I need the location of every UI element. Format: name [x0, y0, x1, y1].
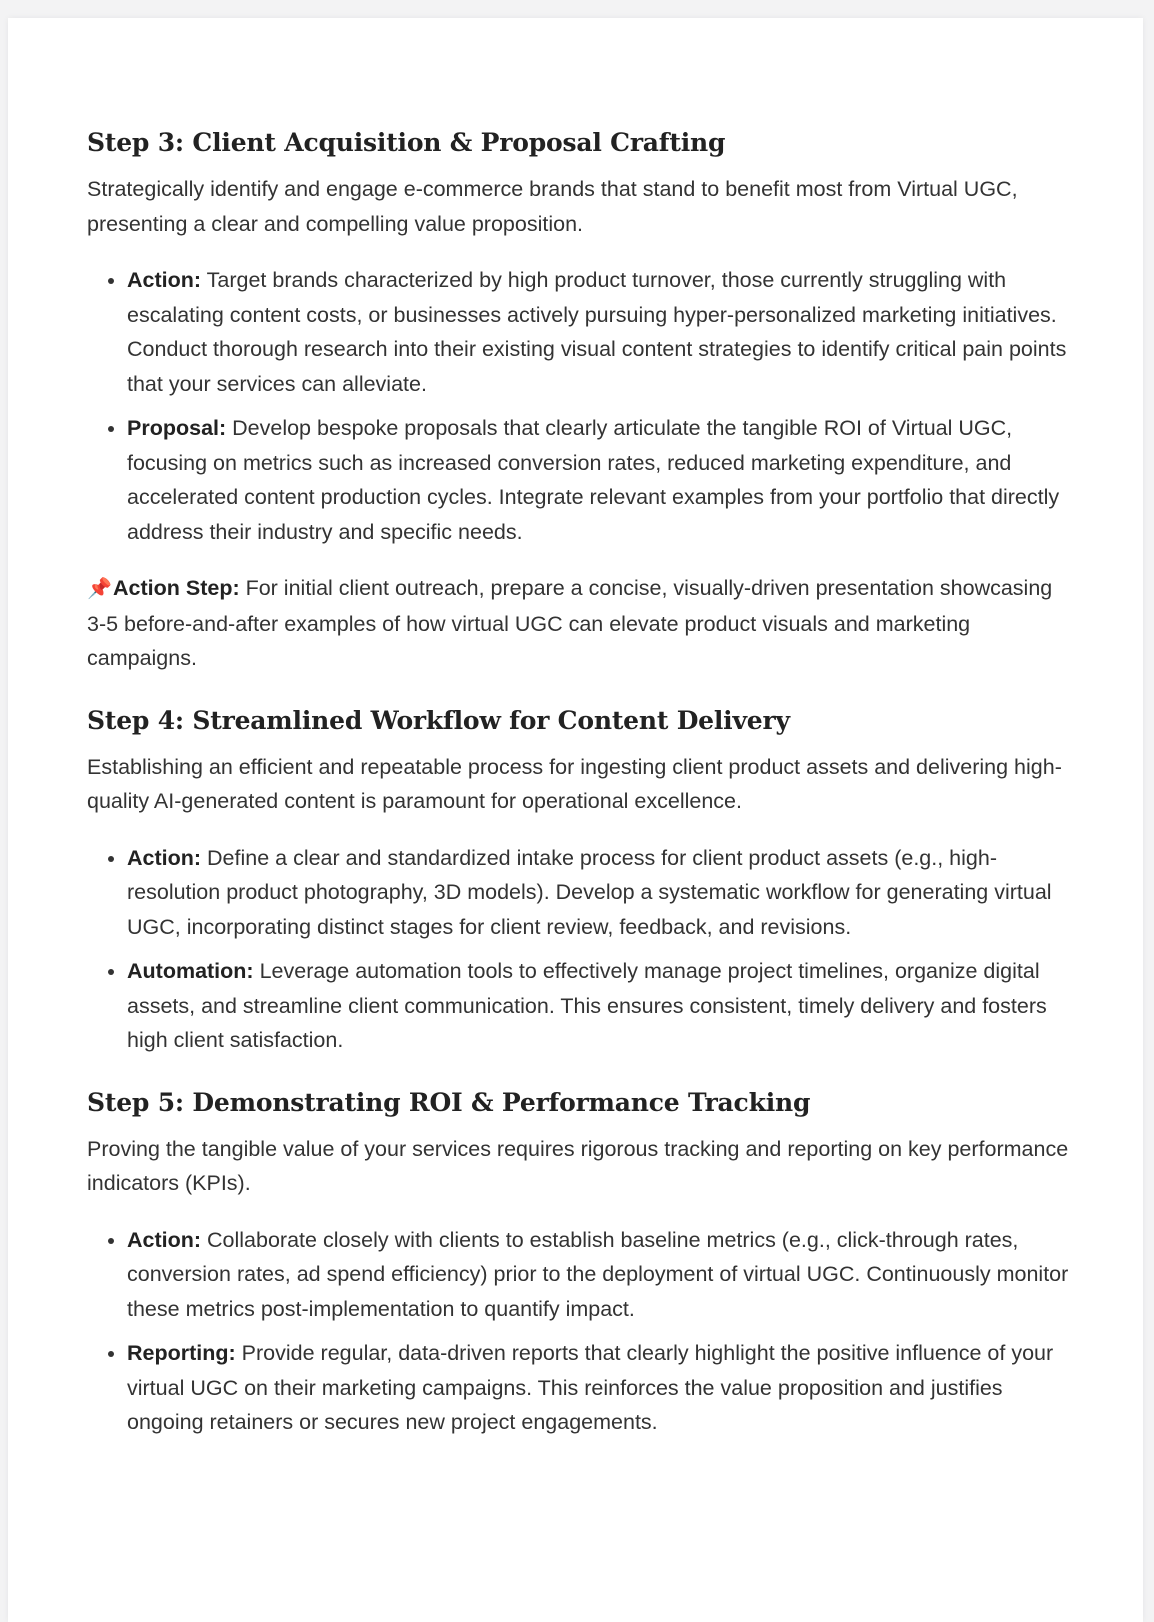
step-4-intro: Establishing an efficient and repeatable process for ingesting client product assets and delivering high-quality AI-generated content is paramount for operational excellence. — [87, 754, 1062, 813]
bullet-label: Reporting: — [127, 1341, 236, 1365]
bullet-label: Proposal: — [127, 416, 227, 440]
step-4-section — [87, 704, 1077, 1058]
list-item — [127, 1223, 1077, 1327]
pushpin-icon: 📌 — [87, 578, 112, 600]
bullet-label: Action: — [127, 268, 202, 292]
bullet-text: Develop bespoke proposals that clearly articulate the tangible ROI of Virtual UGC, focusing on metrics such as increased conversion rates, reduced marketing expenditure, and accelerated content production cycles. Integrate relevant examples from your portfolio that directly address their industry and specific needs. — [127, 416, 1060, 544]
step-3-intro: Strategically identify and engage e-commerce brands that stand to benefit most from Virtual UGC, presenting a clear and compelling value proposition. — [87, 177, 1018, 236]
step-3-section — [87, 126, 1077, 676]
step-4-bullet-list — [87, 841, 1077, 1058]
action-step-callout — [87, 571, 1077, 676]
bullet-label: Action: — [127, 1227, 202, 1252]
step-3-heading: Step 3: Client Acquisition & Proposal Crafting — [87, 128, 726, 157]
document-content — [87, 126, 1077, 1468]
action-step-label: Action Step: — [113, 576, 240, 600]
list-item — [127, 411, 1077, 549]
step-5-section — [87, 1086, 1077, 1440]
step-5-bullet-list — [87, 1223, 1077, 1440]
bullet-text: Collaborate closely with clients to establish baseline metrics (e.g., click-through rates, conversion rates, ad spend efficiency) prior to the deployment of virtual UGC. Continuously monitor these metrics post-implementation to quantify impact. — [127, 1227, 1069, 1321]
bullet-text: Define a clear and standardized intake process for client product assets (e.g., high-resolution product photography, 3D models). Develop a systematic workflow for generating virtual UGC, incorporating distinct stages for client review, feedback, and revisions. — [127, 845, 1052, 939]
step-5-heading: Step 5: Demonstrating ROI & Performance Tracking — [87, 1087, 811, 1117]
list-item — [127, 263, 1077, 401]
list-item — [127, 841, 1077, 945]
bullet-label: Automation: — [127, 959, 254, 983]
step-5-intro: Proving the tangible value of your services requires rigorous tracking and reporting on key performance indicators (KPIs). — [87, 1136, 1069, 1195]
step-4-heading: Step 4: Streamlined Workflow for Content Delivery — [87, 705, 790, 735]
bullet-text: Target brands characterized by high product turnover, those currently struggling with escalating content costs, or businesses actively pursuing hyper-personalized marketing initiatives. Conduct thorough research into their existing visual content strategies to identify critical pain points that your services can alleviate. — [127, 268, 1067, 396]
document-page — [8, 18, 1143, 1622]
action-step-text: For initial client outreach, prepare a concise, visually-driven presentation showcasing 3-5 before-and-after examples of how virtual UGC can elevate product visuals and marketing campaigns. — [87, 576, 1053, 670]
bullet-label: Action: — [127, 845, 202, 870]
bullet-text: Provide regular, data-driven reports that clearly highlight the positive influence of your virtual UGC on their marketing campaigns. This reinforces the value proposition and justifies ongoing retainers or secures new project engagements. — [127, 1341, 1054, 1434]
list-item — [127, 1336, 1077, 1440]
list-item — [127, 954, 1077, 1058]
step-3-bullet-list — [87, 263, 1077, 549]
bullet-text: Leverage automation tools to effectively manage project timelines, organize digital assets, and streamline client communication. This ensures consistent, timely delivery and fosters high client satisfaction. — [127, 959, 1047, 1052]
